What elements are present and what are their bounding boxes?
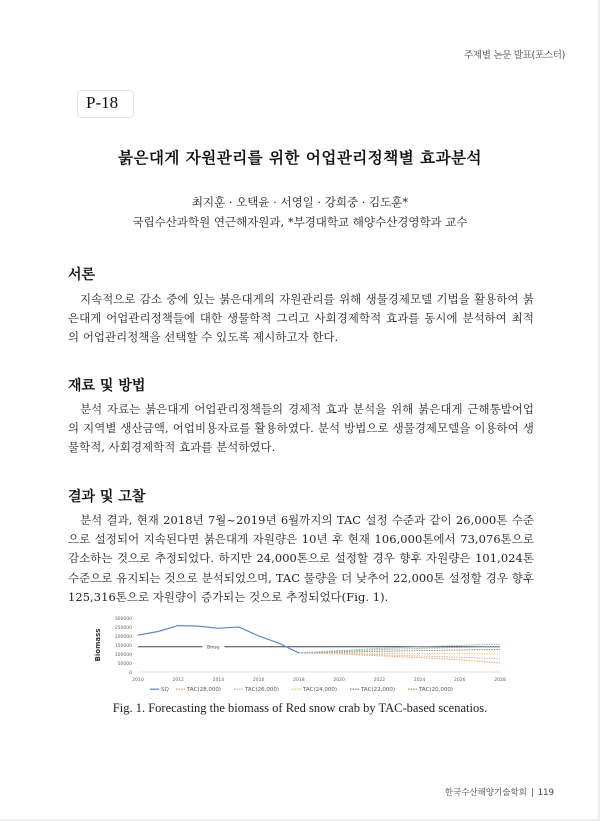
poster-id-label: P-18: [86, 93, 119, 112]
biomass-chart: [90, 612, 520, 697]
page-number: 119: [537, 788, 554, 798]
section-heading-introduction: 서론: [68, 267, 96, 283]
legend-label: TAC(26,000): [245, 687, 279, 693]
legend-label: SQ: [161, 687, 169, 693]
section-heading-methods: 재료 및 방법: [68, 378, 146, 394]
x-tick-label: 2024: [413, 678, 426, 683]
y-tick-label: 100000: [114, 653, 132, 658]
legend-label: TAC(28,000): [187, 687, 221, 693]
paper-title: 붉은대게 자원관리를 위한 어업관리정책별 효과분석: [118, 148, 482, 167]
y-tick-label: 150000: [114, 644, 132, 649]
affiliation: 국립수산과학원 연근해자원과, *부경대학교 해양수산경영학과 교수: [132, 215, 468, 229]
x-tick-label: 2022: [373, 678, 386, 683]
x-tick-label: 2020: [333, 678, 345, 683]
section-heading-results: 결과 및 고찰: [68, 489, 146, 505]
x-tick-label: 2010: [132, 678, 144, 683]
x-tick-label: 2012: [172, 678, 184, 683]
footer-separator: |: [530, 788, 534, 798]
x-tick-label: 2018: [293, 678, 305, 683]
series-line-tac-18-000: [299, 644, 500, 653]
section-body-introduction: 지속적으로 감소 중에 있는 붉은대게의 자원관리를 위해 생물경제모델 기법을 활용하여 붉은대게 어업관리정책들에 대한 생물학적 그리고 사회경제학적 효과를 동시에 분석하여 최적의 어업관리정책을 선택할 수 있도록 제시하고자 한다.: [68, 292, 534, 345]
x-tick-label: 2014: [212, 678, 225, 683]
x-tick-label: 2026: [454, 678, 466, 683]
y-axis-label: Biomass: [94, 628, 102, 662]
poster-id-badge: [77, 90, 134, 118]
page-footer: [445, 786, 554, 798]
x-tick-label: 2016: [252, 678, 265, 683]
bmsy-label: Bmsy: [207, 645, 220, 651]
y-tick-label: 200000: [114, 635, 132, 640]
y-tick-label: 0: [129, 671, 132, 676]
y-tick-label: 300000: [114, 617, 132, 622]
y-tick-label: 50000: [117, 662, 132, 667]
section-body-methods: 분석 자료는 붉은대게 어업관리정책들의 경제적 효과 분석을 위해 붉은대게 근해통발어업의 지역별 생산금액, 어업비용자료를 활용하였다. 분석 방법으로 생물경제모델을 이용하여 생물학적, 사회경제학적 효과를 분석하였다.: [68, 402, 534, 455]
y-tick-label: 250000: [114, 626, 132, 631]
footer-society: 한국수산해양기술학회: [444, 788, 527, 798]
author-list: 최지훈 · 오택윤 · 서영일 · 강희중 · 김도훈*: [191, 195, 409, 209]
legend-label: TAC(24,000): [303, 687, 337, 693]
section-body-results: 분석 결과, 현재 2018년 7월~2019년 6월까지의 TAC 설정 수준과 같이 26,000톤 수준으로 설정되어 지속된다면 붉은대게 자원량은 10년 후 현재 106,000톤에서 73,076톤으로 감소하는 것으로 추정되었다. 하지만 24,000톤으로 설정할 경우 향후 자원량은 101,024톤 수준으로 유지되는 것으로 분석되었으며, TAC 물량을 더 낮추어 22,000톤 설정할 경우 향후 125,316톤으로 자원량이 증가되는 것으로 추정되었다(Fig. 1).: [68, 513, 534, 604]
legend-label: TAC(20,000): [419, 687, 453, 693]
biomass-chart-svg: [90, 612, 520, 697]
legend-label: TAC(22,000): [361, 687, 395, 693]
running-header: 주제별 논문 발표(포스터): [463, 50, 565, 61]
figure-caption: Fig. 1. Forecasting the biomass of Red snow crab by TAC-based scenatios.: [112, 701, 488, 715]
x-tick-label: 2028: [494, 678, 506, 683]
